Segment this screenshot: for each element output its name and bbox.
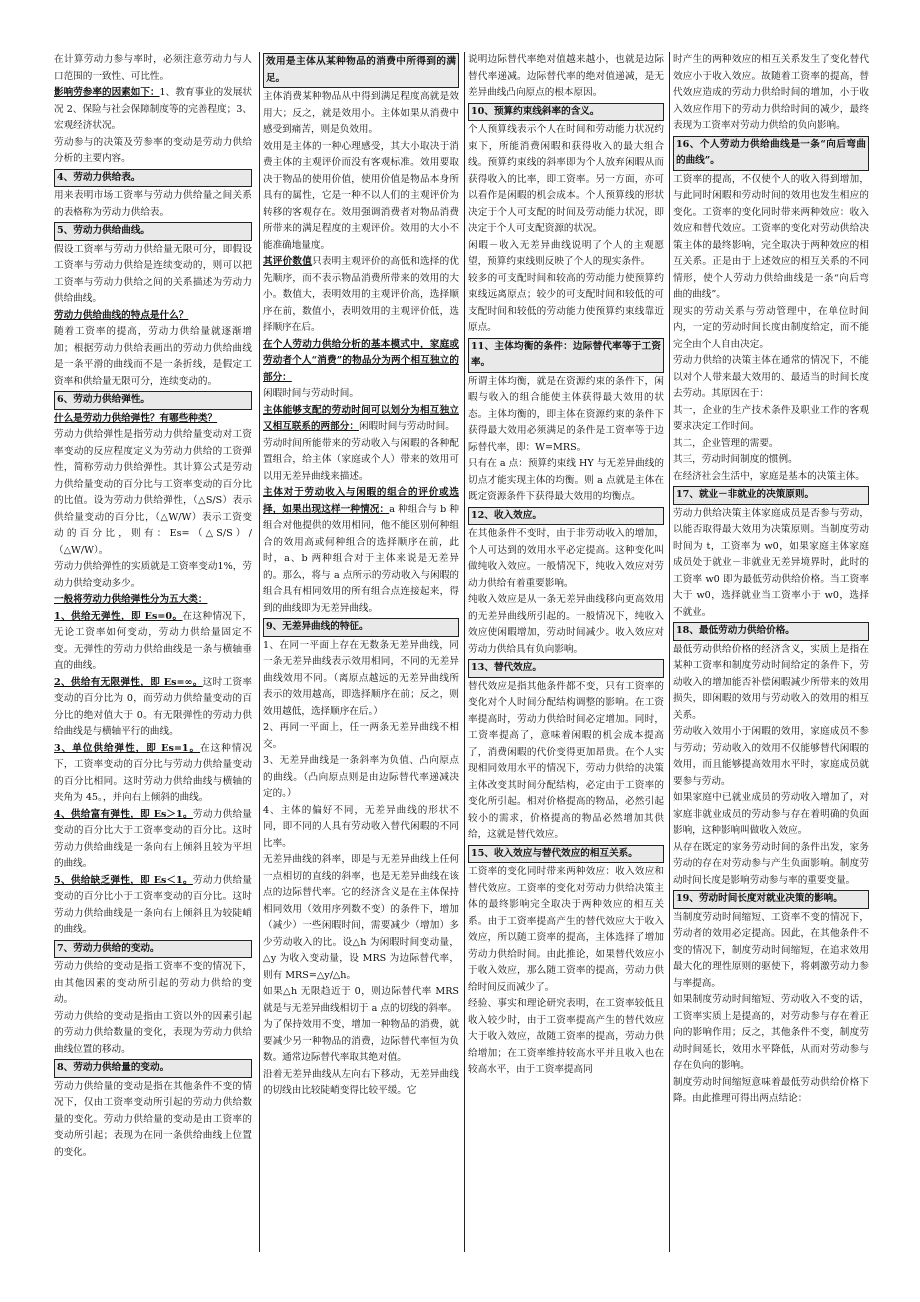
paragraph: [54, 873, 252, 939]
paragraph-text: 最低劳动供给价格的经济含义，实质上是指在某种工资率和制度劳动时间给定的条件下，劳动收入的增加能否补偿闲暇减少所带来的效用损失，即闲暇的效用与劳动收入的效用的相互关系。: [673, 643, 869, 721]
paragraph-text: 如果制度劳动时间缩短、劳动收入不变的话，工资率实质上是提高的，对劳动参与存在着正向的影响作用；反之，其他条件不变，制度劳动时间延长，效用水平降低，从而对劳动参与存在负向的影响。: [673, 994, 869, 1071]
paragraph-text: 劳动力供给量的变动是指在其他条件不变的情况下，仅由工资率变动所引起的劳动力供给数量的变化。劳动力供给量的变动是由工资率的变动所引起；表现为在同一条供给曲线上位置的变化。: [54, 1080, 252, 1158]
paragraph-text: 4、主体的偏好不同，无差异曲线的形状不同，即不同的人具有劳动收入替代闲暇的不同比率。: [263, 804, 459, 849]
paragraph-lead: 2、供给有无限弹性，即 Es=∞。: [54, 676, 203, 688]
paragraph-text: 主体消费某种物品从中得到满足程度高就是效用大；反之，就是效用小。主体如果从消费中感受到痛苦，则是负效用。: [263, 91, 459, 135]
paragraph: [54, 1079, 252, 1162]
paragraph: [263, 1067, 459, 1100]
paragraph-text: 如果△h 无限趋近于 0，则边际替代率 MRS 就是与无差异曲线相切于 a 点的切线的斜率。: [263, 986, 459, 1014]
paragraph: [54, 135, 252, 168]
paragraph: [468, 864, 664, 996]
section-heading: 9、无差异曲线的特征。: [263, 618, 459, 637]
paragraph-text: 无差异曲线的斜率，即是与无差异曲线上任何一点相切的直线的斜率，也是无差异曲线在该点的边际替代率。它的经济含义是在主体保持相同效用（效用序列数不变）的条件下，增加（减少）一些闲暇时间，需要减少（增加）多少劳动收入的比。设△h 为闲暇时间变动量，△y 为收入变动量，设 MRS 为边际替代率，则有 MRS=△y/△h。: [263, 854, 459, 981]
paragraph-text: 1、在同一平面上存在无数条无差异曲线，同一条无差异曲线表示效用相同，不同的无差异曲线效用不同。（离原点越远的无差异曲线所表示的效用越高，即选择顺序在前；反之，则效用越低，选择顺序在后。）: [263, 639, 459, 717]
document-page: [54, 52, 869, 1252]
paragraph-text: 从存在既定的家务劳动时间的条件出发，家务劳动的存在对劳动参与产生负面影响。制度劳动时间长度是影响劳动参与率的重要变量。: [673, 841, 869, 886]
paragraph-text: 工资率的提高，不仅使个人的收入得到增加，与此同时闲暇和劳动时间的效用也发生相应的变化。工资率的变化同时带来两种效应：收入效应和替代效应。工资率的变化对劳动供给决策主体的最终影响，完全取决于两种效应的相互关系。正是由于上述效应的相互关系的不同情形，使个人劳动力供给曲线是一条“向后弯曲的曲线”。: [673, 173, 869, 300]
paragraph: [673, 304, 869, 354]
paragraph-text: 闲暇时间与劳动时间。: [263, 388, 359, 399]
paragraph: [54, 324, 252, 390]
section-heading: 13、替代效应。: [468, 659, 664, 678]
section-heading: 18、最低劳动力供给价格。: [673, 622, 869, 641]
paragraph: [468, 679, 664, 844]
paragraph: [468, 456, 664, 506]
paragraph: [263, 485, 459, 617]
paragraph: [468, 52, 664, 102]
paragraph-text: 替代效应是指其他条件都不变，只有工资率的变化对个人时间分配结构调整的影响。在工资率提高时，劳动力供给时间必定增加。同时，工资率提高了，意味着闲暇的机会成本提高了，消费闲暇的代价变得更加昂贵。在个人实现相同效用水平的情况下，劳动力供给的决策主体改变其时间分配结构，必定由于工资率的变化所引起。相对价格提高的物品，必然引起较小的需求，价格提高的物品必然增加其供给，这就是替代效应。: [468, 680, 664, 840]
paragraph-text: 闲暇时间与劳动时间。: [358, 421, 455, 432]
paragraph-text: 其二，企业管理的需要。: [673, 437, 779, 449]
question-heading: 在个人劳动力供给分析的基本模式中，家庭或劳动者个人“消费”的物品分为两个相互独立的部分：: [263, 338, 459, 383]
question-heading: 什么是劳动力供给弹性？有哪些种类？: [54, 412, 218, 424]
paragraph: [54, 188, 252, 221]
paragraph-text: 闲暇－收入无差异曲线说明了个人的主观愿望，预算约束线则反映了个人的现实条件。: [468, 239, 664, 267]
paragraph-lead: 其评价数值: [263, 256, 313, 267]
section-heading: 7、劳动力供给的变动。: [54, 940, 252, 959]
paragraph: [263, 720, 459, 753]
paragraph-text: 劳动力供给弹性的实质就是工资率变动1%，劳动力供给变动多少。: [54, 561, 252, 589]
paragraph: [263, 984, 459, 1017]
paragraph: [54, 807, 252, 873]
section-heading: 6、劳动力供给弹性。: [54, 391, 252, 410]
paragraph: [673, 506, 869, 622]
paragraph-lead: 主体能够支配的劳动时间可以划分为相互独立又相互联系的两部分：: [263, 404, 459, 432]
paragraph-text: 劳动力供给量变动的百分比大于工资率变动的百分比。这时劳动力供给曲线是一条向右上倾斜且较为平坦的曲线。: [54, 808, 252, 869]
section-heading: 效用是主体从某种物品的消费中所得到的满足。: [263, 53, 459, 88]
paragraph-text: 效用是主体的一种心理感受，其大小取决于消费主体的主观评价而没有客观标准。效用要取决于物品的使用价值，使用价值是物品本身所具有的属性，它是一种不以人们的主观评价为转移的客观存在。效用强调消费者对物品消费所带来的满足程度的主观评价。效用的大小不能准确地量度。: [263, 140, 459, 251]
paragraph: [673, 52, 869, 135]
paragraph-lead: 3、单位供给弹性，即 Es=1。: [54, 742, 201, 754]
paragraph: [673, 724, 869, 790]
paragraph: [673, 353, 869, 403]
paragraph: [468, 374, 664, 457]
paragraph-text: 2、再同一平面上，任一两条无差异曲线不相交。: [263, 722, 459, 750]
section-heading: 16、个人劳动力供给曲线是一条“向后弯曲的曲线”。: [673, 136, 869, 171]
paragraph: [54, 242, 252, 308]
paragraph: [263, 803, 459, 853]
paragraph-text: 个人预算线表示个人在时间和劳动能力状况约束下，所能消费闲暇和获得收入的最大组合线。预算约束线的斜率即为个人放弃闲暇从而获得收入的比率，即工资率。另一方面，亦可以看作是闲暇的机会成本。个人预算线的形状决定于个人可支配的时间及劳动能力状况，即决定于个人可支配资源的状况。: [468, 124, 664, 234]
paragraph: [673, 840, 869, 890]
paragraph: [263, 139, 459, 255]
paragraph: [263, 753, 459, 803]
paragraph-text: 制度劳动时间缩短意味着最低劳动供给价格下降。由此推理可得出两点结论：: [673, 1076, 869, 1104]
paragraph-text: 为了保持效用不变，增加一种物品的消费，就要减少另一种物品的消费，边际替代率恒为负数。通常边际替代率取其绝对值。: [263, 1019, 459, 1063]
paragraph-text: 劳动时间所能带来的劳动收入与闲暇的各种配置组合，给主体（家庭或个人）带来的效用可以用无差异曲线来描述。: [263, 437, 459, 482]
paragraph-text: 劳动力供给弹性是指劳动力供给量变动对工资率变动的反应程度定义为劳动力供给的工资弹性，简称劳动力供给弹性。其计算公式是劳动力供给量变动的百分比与工资率变动的百分比的比值。设为劳动力供给弹性，（△S/S）表示供给量变动的百分比，（△W/W）表示工资变动的百分比，则有：Es=（△S/S）/（△W/W）。: [54, 429, 252, 556]
paragraph-text: 在这种情况下，工资率变动的百分比与劳动力供给量变动的百分比相同。这时劳动力供给曲线与横轴的夹角为 45。，并向右上倾斜的曲线。: [54, 742, 252, 803]
paragraph-text: 劳动收入效用小于闲暇的效用，家庭成员不参与劳动；劳动收入的效用不仅能够替代闲暇的效用，而且能够提高效用水平时，家庭成员就要参与劳动。: [673, 726, 869, 787]
paragraph: [54, 1009, 252, 1059]
paragraph: [673, 452, 869, 469]
paragraph-text: 用来表明市场工资率与劳动力供给量之间关系的表格称为劳动力供给表。: [54, 190, 252, 218]
paragraph: [468, 526, 664, 592]
paragraph-text: 现实的劳动关系与劳动管理中，在单位时间内，一定的劳动时间长度由制度给定，而不能完全由个人自由决定。: [673, 305, 869, 350]
paragraph: [54, 675, 252, 741]
paragraph: [468, 996, 664, 1079]
paragraph-text: 纯收入效应是从一条无差异曲线移向更高效用的无差异曲线所引起的。一般情况下，纯收入效应使闲暇增加，劳动时间减少。收入效应对劳动力供给具有负向影响。: [468, 594, 664, 655]
paragraph: [54, 959, 252, 1009]
paragraph-text: 随着工资率的提高，劳动力供给量就逐渐增加；根据劳动力供给表画出的劳动力供给曲线是一条平滑的曲线而不是一条折线，是假定工资率和供给量无限可分，连续变动的。: [54, 326, 252, 387]
paragraph-text: 3、无差异曲线是一条斜率为负值、凸向原点的曲线。（凸向原点则是由边际替代率递减决定的。）: [263, 755, 459, 799]
paragraph-text: 经验、事实和理论研究表明，在工资率较低且收入较少时，由于工资率提高产生的替代效应大于收入效应，故随工资率的提高，劳动力供给增加；在工资率维持较高水平并且收入也在较高水平，由于工资率提高同: [468, 998, 664, 1075]
paragraph-text: 时产生的两种效应的相互关系发生了变化替代效应小于收入效应。故随着工资率的提高，替代效应造成的劳动力供给时间的增加，小于收入效应作用下的劳动力供给时间的减少，最终表现为工资率对劳动力供给的负向影响。: [673, 54, 869, 131]
paragraph: [673, 172, 869, 304]
paragraph-text: 只表明主观评价的高低和选择的优先顺序，而不表示物品消费所带来的效用的大小。数值大，表明效用的主观评价高，选择顺序在前，数值小，表明效用的主观评价低，选择顺序在后。: [263, 256, 459, 333]
paragraph-text: 劳动力供给的决策主体在通常的情况下，不能以对个人带来最大效用的、最适当的时间长度去劳动。其原因在于：: [673, 355, 869, 399]
paragraph: [263, 852, 459, 984]
section-heading: 19、劳动时间长度对就业决策的影响。: [673, 890, 869, 909]
paragraph: [673, 403, 869, 436]
paragraph-text: a 种组合与 b 种组合对他提供的效用相同，他不能区别何种组合的效用高或何种组合的选择顺序在前，此时，a、b 两种组合对于主体来说是无差异的。那么，将与 a 点所示的劳动收入与闲暇的组合具有相同效用的所有组合点连接起来，得到的曲线即为无差异曲线。: [263, 503, 459, 614]
paragraph-text: 其三，劳动时间制度的惯例。: [673, 454, 798, 465]
column-4: [669, 52, 869, 1252]
paragraph-lead: 5、供给缺乏弹性，即 Es＜1。: [54, 874, 193, 886]
paragraph-text: 说明边际替代率绝对值越来越小，也就是边际替代率递减。边际替代率的绝对值递减，是无差异曲线凸向原点的根本原因。: [468, 54, 664, 98]
paragraph: [673, 992, 869, 1075]
section-heading: 12、收入效应。: [468, 507, 664, 526]
paragraph-text: 1、教育事业的发展状况 2、保险与社会保障制度等的完善程度；3、宏观经济状况。: [54, 87, 252, 131]
paragraph-text: 如果家庭中已就业成员的劳动收入增加了，对家庭非就业成员的劳动参与存在着明确的负面影响，这种影响叫做收入效应。: [673, 792, 869, 836]
paragraph: [468, 592, 664, 658]
paragraph-text: 在计算劳动力参与率时，必须注意劳动力与人口范围的一致性、可比性。: [54, 54, 252, 82]
column-3: [464, 52, 664, 1252]
paragraph: [263, 1017, 459, 1067]
paragraph-text: 所谓主体均衡，就是在资源约束的条件下，闲暇与收入的组合能使主体获得最大效用的状态。主体均衡的，即主体在资源约束的条件下获得最大效用必须满足的条件是工资率等于边际替代率，即：W=MRS。: [468, 375, 664, 453]
paragraph-text: 假设工资率与劳动力供给量无限可分，即假设工资率与劳动力供给是连续变动的，则可以把工资率与劳动力供给之间的关系描述为劳动力供给曲线。: [54, 243, 252, 304]
section-heading: 8、劳动力供给量的变动。: [54, 1059, 252, 1078]
paragraph-text: 这时工资率变动的百分比为 0，而劳动力供给量变动的百分比的绝对值大于 0。有无限弹性的劳动力供给曲线是与横轴平行的曲线。: [54, 676, 252, 737]
section-heading: 11、主体均衡的条件：边际替代率等于工资率。: [468, 338, 664, 373]
paragraph: [263, 436, 459, 486]
paragraph-text: 劳动力供给决策主体家庭成员是否参与劳动，以能否取得最大效用为决策原则。当制度劳动时间为 t，工资率为 w0，如果家庭主体家庭成员处于就业－非就业无差异境界时，此时的工资率 w0 即为最低劳动供给价格。当工资率大于 w0，选择就业当工资率小于 w0，选择不就业。: [673, 507, 869, 618]
paragraph: [673, 1075, 869, 1108]
question-heading: 一般将劳动力供给弹性分为五大类：: [54, 594, 208, 605]
paragraph-text: 较多的可支配时间和较高的劳动能力使预算约束线远离原点；较少的可支配时间和较低的可支配时间和较低的劳动能力使预算约束线靠近原点。: [468, 272, 664, 333]
paragraph: [54, 741, 252, 807]
section-heading: 4、劳动力供给表。: [54, 169, 252, 188]
paragraph-text: 劳动力供给的变动是指由工资以外的因素引起的劳动力供给数量的变化，表现为劳动力供给曲线位置的移动。: [54, 1010, 252, 1055]
paragraph-text: 劳动参与的决策及劳参率的变动是劳动力供给分析的主要内容。: [54, 136, 252, 164]
paragraph: [54, 609, 252, 675]
column-2: [259, 52, 459, 1252]
paragraph: [263, 254, 459, 337]
paragraph: [263, 403, 459, 436]
paragraph-text: 在经济社会生活中，家庭是基本的决策主体。: [673, 470, 865, 482]
paragraph: [673, 910, 869, 993]
paragraph: [54, 52, 252, 85]
paragraph: [673, 790, 869, 840]
paragraph: [54, 559, 252, 592]
paragraph-lead: 影响劳参率的因素如下：: [54, 87, 160, 98]
paragraph: [54, 85, 252, 135]
paragraph-lead: 4、供给富有弹性，即 Es＞1。: [54, 808, 193, 820]
paragraph-text: 劳动力供给的变动是指工资率不变的情况下，由其他因素的变动所引起的劳动力供给的变动。: [54, 961, 252, 1005]
column-1: [54, 52, 252, 1252]
section-heading: 10、预算约束线斜率的含义。: [468, 103, 664, 122]
paragraph-lead: 主体对于劳动收入与闲暇的组合的评价或选择，如果出现这样一种情况：: [263, 487, 459, 515]
paragraph-text: 在这种情况下，无论工资率如何变动，劳动力供给量固定不变。无弹性的劳动力供给曲线是一条与横轴垂直的曲线。: [54, 610, 252, 671]
paragraph: [468, 238, 664, 271]
paragraph-text: 工资率的变化同时带来两种效应：收入效应和替代效应。工资率的变化对劳动力供给决策主体的最终影响完全取决于两种效应的相互关系。由于工资率提高产生的替代效应大于收入效应，所以随工资率的提高，主体选择了增加劳动力供给时间。由此推论，如果替代效应小于收入效应，那么随工资率的提高，劳动力供给时间反而减少了。: [468, 866, 664, 993]
paragraph: [673, 436, 869, 453]
paragraph-text: 其一，企业的生产技术条件及职业工作的客观要求决定工作时间。: [673, 404, 869, 432]
paragraph-lead: 1、供给无弹性，即 Es=0。: [54, 610, 183, 622]
paragraph: [263, 89, 459, 139]
paragraph: [54, 427, 252, 559]
paragraph: [468, 122, 664, 238]
paragraph-text: 只有在 a 点：预算约束线 HY 与无差异曲线的切点才能实现主体的均衡。则 a 点就是主体在既定资源条件下获得最大效用的均衡点。: [468, 458, 664, 502]
question-heading: 劳动力供给曲线的特点是什么？: [54, 309, 189, 321]
paragraph-text: 劳动力供给量变动的百分比小于工资率变动的百分比。这时劳动力供给曲线是一条向右上倾斜且为较陡峭的曲线。: [54, 874, 252, 935]
section-heading: 15、收入效应与替代效应的相互关系。: [468, 845, 664, 864]
paragraph-text: 沿着无差异曲线从左向右下移动，无差异曲线的切线由比较陡峭变得比较平缓。它: [263, 1068, 459, 1096]
paragraph: [263, 386, 459, 403]
paragraph: [468, 271, 664, 337]
paragraph: [673, 469, 869, 486]
section-heading: 5、劳动力供给曲线。: [54, 222, 252, 241]
paragraph: [673, 642, 869, 725]
paragraph-text: 在其他条件不变时，由于非劳动收入的增加，个人可达到的效用水平必定提高。这种变化叫做纯收入效应。一般情况下，纯收入效应对劳动力供给有着重要影响。: [468, 528, 664, 589]
paragraph: [263, 638, 459, 721]
section-heading: 17、就业－非就业的决策原则。: [673, 486, 869, 505]
paragraph-text: 当制度劳动时间缩短、工资率不变的情况下，劳动者的效用必定提高。因此，在其他条件不变的情况下，制度劳动时间缩短，在追求效用最大化的理性原则的驱使下，将刺激劳动力参与率提高。: [673, 911, 869, 989]
